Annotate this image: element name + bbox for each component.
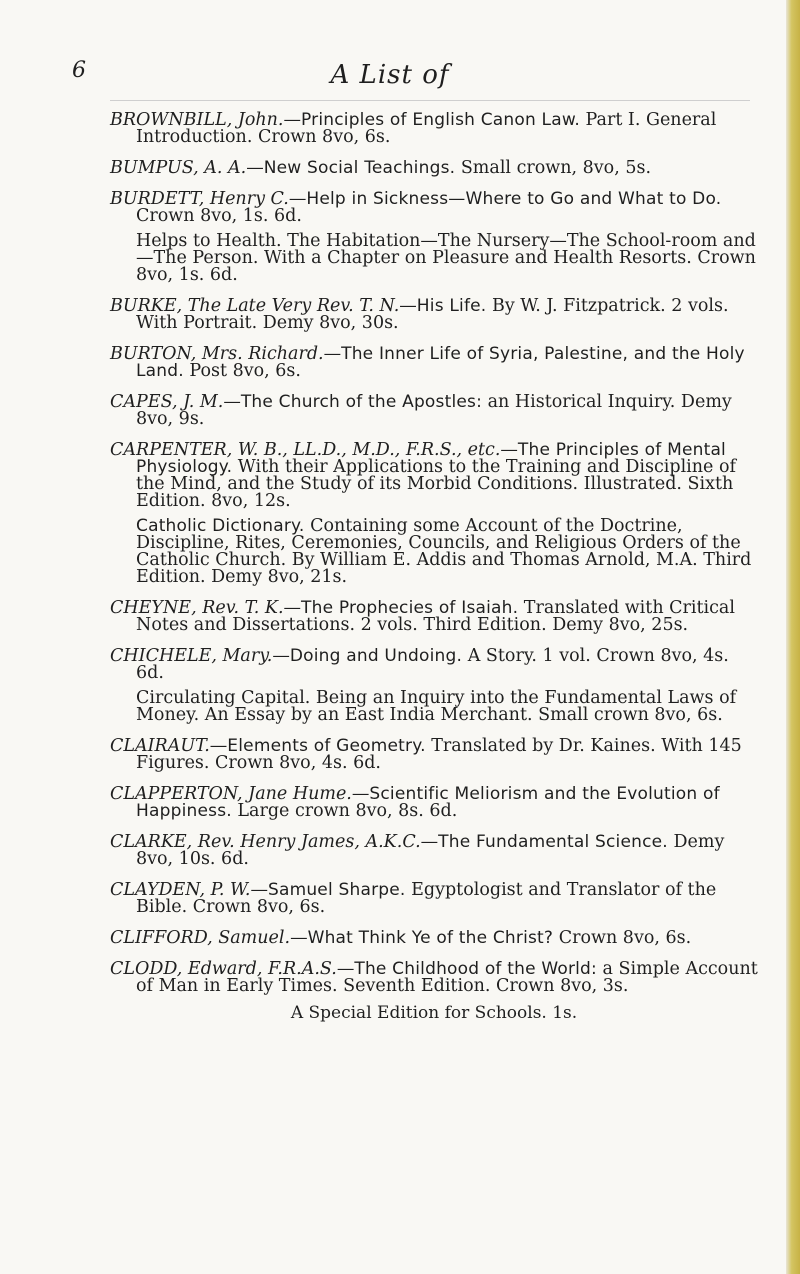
- catalog-entry: [110, 518, 758, 586]
- entry-title: The Fundamental Science.: [438, 832, 668, 852]
- entry-title: What Think Ye of the Christ?: [307, 928, 554, 948]
- entry-author: BURDETT, Henry C.: [110, 189, 289, 209]
- entry-title: Catholic Dictionary.: [136, 516, 305, 536]
- entry-author: CHEYNE, Rev. T. K.: [110, 598, 284, 618]
- entry-details: Part I. General Introduction. Crown 8vo, 6s.: [136, 110, 717, 147]
- entry-details: a Simple Account of Man in Early Times. Seventh Edition. Crown 8vo, 3s.: [136, 959, 758, 996]
- entry-title: The Principles of Mental Physiology.: [136, 440, 726, 477]
- entry-details: an Historical Inquiry. Demy 8vo, 9s.: [136, 392, 732, 429]
- header-rule: [110, 100, 750, 101]
- entry-title: The Church of the Apostles:: [240, 392, 483, 412]
- catalog-entry: BURTON, Mrs. Richard.—The Inner Life of Syria, Palestine, and the Holy Land. Post 8vo, 6s.: [110, 344, 745, 381]
- catalog-entry: CARPENTER, W. B., LL.D., M.D., F.R.S., etc.—The Principles of Mental Physiology. With their Applications to the Training and Discipline of the Mind, and the Study of its Morbid Conditions. Illustrated. Sixth Edition. 8vo, 12s.: [110, 440, 736, 511]
- entry-details: A Story. 1 vol. Crown 8vo, 4s. 6d.: [136, 646, 729, 683]
- running-head: A List of: [330, 60, 450, 90]
- entry-author: BURTON, Mrs. Richard.: [110, 344, 324, 364]
- entry-details: Translated with Critical Notes and Dissertations. 2 vols. Third Edition. Demy 8vo, 25s.: [136, 598, 735, 635]
- catalog-entry: CLODD, Edward, F.R.A.S.—The Childhood of the World: a Simple Account of Man in Early Times. Seventh Edition. Crown 8vo, 3s.: [110, 959, 758, 996]
- entry-title: The Inner Life of Syria, Palestine, and the Holy Land.: [136, 344, 745, 381]
- entry-title: Help in Sickness—Where to Go and What to Do.: [306, 189, 722, 209]
- entry-author: BURKE, The Late Very Rev. T. N.: [110, 296, 400, 316]
- catalog-entry: CAPES, J. M.—The Church of the Apostles: an Historical Inquiry. Demy 8vo, 9s.: [110, 392, 732, 429]
- catalog-entry: BURDETT, Henry C.—Help in Sickness—Where to Go and What to Do. Crown 8vo, 1s. 6d.: [110, 189, 722, 226]
- entry-title: Samuel Sharpe.: [267, 880, 406, 900]
- catalog-entry: BURKE, The Late Very Rev. T. N.—His Life. By W. J. Fitzpatrick. 2 vols. With Portrait. Demy 8vo, 30s.: [110, 296, 729, 333]
- entry-details: Circulating Capital. Being an Inquiry into the Fundamental Laws of Money. An Essay by an East India Merchant. Small crown 8vo, 6s.: [136, 688, 737, 725]
- entry-details: With their Applications to the Training and Discipline of the Mind, and the Study of its Morbid Conditions. Illustrated. Sixth Edition. 8vo, 12s.: [136, 457, 736, 511]
- entry-author: BROWNBILL, John.: [110, 110, 284, 130]
- entry-details: Post 8vo, 6s.: [183, 361, 301, 381]
- catalog-entry: BUMPUS, A. A.—New Social Teachings. Small crown, 8vo, 5s.: [110, 158, 652, 178]
- entry-author: CLAIRAUT.: [110, 736, 210, 756]
- entry-details: By W. J. Fitzpatrick. 2 vols. With Portrait. Demy 8vo, 30s.: [136, 296, 729, 333]
- catalog-entry: BROWNBILL, John.—Principles of English Canon Law. Part I. General Introduction. Crown 8vo, 6s.: [110, 110, 717, 147]
- entry-details: Containing some Account of the Doctrine, Discipline, Rites, Ceremonies, Councils, and Religious Orders of the Catholic Church. By William E. Addis and Thomas Arnold, M.A. Third Edition. Demy 8vo, 21s.: [136, 516, 752, 587]
- special-edition-note: A Special Edition for Schools. 1s.: [290, 1003, 578, 1023]
- entry-author: CHICHELE, Mary.: [110, 646, 273, 666]
- entry-details: Translated by Dr. Kaines. With 145 Figures. Crown 8vo, 4s. 6d.: [136, 736, 742, 773]
- entry-author: CLAPPERTON, Jane Hume.: [110, 784, 352, 804]
- entry-list: [110, 112, 758, 1040]
- entry-author: BUMPUS, A. A.: [110, 158, 247, 178]
- page-edge: [786, 0, 800, 1274]
- catalog-entry: CLAYDEN, P. W.—Samuel Sharpe. Egyptologist and Translator of the Bible. Crown 8vo, 6s.: [110, 880, 717, 917]
- entry-details: Egyptologist and Translator of the Bible. Crown 8vo, 6s.: [136, 880, 717, 917]
- entry-details: Small crown, 8vo, 5s.: [455, 158, 652, 178]
- catalog-entry: CHEYNE, Rev. T. K.—The Prophecies of Isaiah. Translated with Critical Notes and Dissertations. 2 vols. Third Edition. Demy 8vo, 25s.: [110, 598, 735, 635]
- entry-title: Elements of Geometry.: [227, 736, 426, 756]
- entry-title: New Social Teachings.: [263, 158, 456, 178]
- catalog-entry: CHICHELE, Mary.—Doing and Undoing. A Story. 1 vol. Crown 8vo, 4s. 6d.: [110, 646, 729, 683]
- catalog-entry: [110, 233, 758, 284]
- entry-title: Scientific Meliorism and the Evolution of Happiness.: [136, 784, 720, 821]
- entry-author: CAPES, J. M.: [110, 392, 224, 412]
- catalog-entry: CLAIRAUT.—Elements of Geometry. Translated by Dr. Kaines. With 145 Figures. Crown 8vo, 4s. 6d.: [110, 736, 742, 773]
- catalog-entry: CLAPPERTON, Jane Hume.—Scientific Meliorism and the Evolution of Happiness. Large crown 8vo, 8s. 6d.: [110, 784, 720, 821]
- entry-details: Large crown 8vo, 8s. 6d.: [231, 801, 458, 821]
- entry-title: Principles of English Canon Law.: [300, 110, 580, 130]
- catalog-entry: [110, 690, 758, 724]
- entry-title: His Life.: [416, 296, 487, 316]
- entry-author: CLIFFORD, Samuel.: [110, 928, 291, 948]
- entry-author: CLAYDEN, P. W.: [110, 880, 251, 900]
- entry-details: Crown 8vo, 1s. 6d.: [136, 206, 302, 226]
- catalog-entry: CLIFFORD, Samuel.—What Think Ye of the Christ? Crown 8vo, 6s.: [110, 928, 692, 948]
- entry-details: Crown 8vo, 6s.: [553, 928, 692, 948]
- entry-details: Demy 8vo, 10s. 6d.: [136, 832, 725, 869]
- entry-author: CARPENTER, W. B., LL.D., M.D., F.R.S., etc.: [110, 440, 501, 460]
- entry-title: The Childhood of the World:: [354, 959, 597, 979]
- entry-title: The Prophecies of Isaiah.: [301, 598, 519, 618]
- entry-author: CLARKE, Rev. Henry James, A.K.C.: [110, 832, 421, 852]
- entry-author: CLODD, Edward, F.R.A.S.: [110, 959, 337, 979]
- entry-details: Helps to Health. The Habitation—The Nursery—The School-room and—The Person. With a Chapter on Pleasure and Health Resorts. Crown 8vo, 1s. 6d.: [136, 231, 756, 285]
- catalog-entry: CLARKE, Rev. Henry James, A.K.C.—The Fundamental Science. Demy 8vo, 10s. 6d.: [110, 832, 725, 869]
- entry-title: Doing and Undoing.: [289, 646, 463, 666]
- page-number: 6: [72, 58, 86, 83]
